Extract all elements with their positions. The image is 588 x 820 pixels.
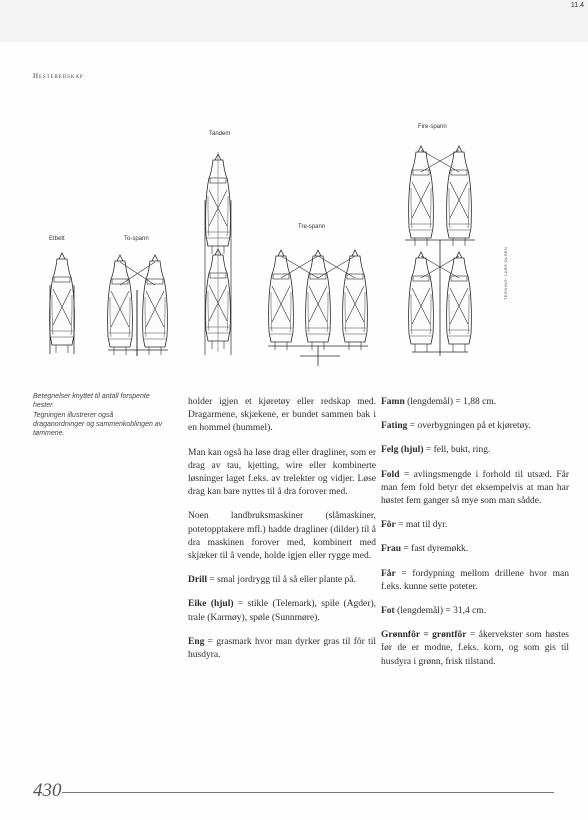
tre-spann-horses [268,250,368,366]
glossary-entry: Frau = fast dyremøkk. [381,544,469,555]
figure-caption-note [33,392,165,438]
caption-note-line: Betegnelser knyttet til antall forspente hester. [33,393,150,410]
page-number: 430 [33,780,62,801]
glossary-entry: Eng = grasmark hvor man dyrker gras til fôr til husdyra. [188,636,376,661]
corner-number: 11.4 [570,2,584,9]
harness-illustration [0,0,588,380]
illustration-credit: TEGNING: LARS OLSEN [503,246,508,300]
glossary-entry: Fold = avlingsmengde i forhold til utsæd. Får man fem fold betyr det eksempelvis at man har høstet fem ganger så mye som man sådde. [381,469,569,507]
fire-spann-horses [405,146,475,356]
glossary-entry: Noen landbruksmaskiner (slåmaskiner, potetopptakere mfl.) hadde dragliner (dilder) til å dra maskinen forover med, kombinert med skjæker til å vende, holde igjen eller rygge med. [188,511,376,562]
glossary-entry: Fôr = mat til dyr. [381,520,448,531]
glossary-entry: Eike (hjul) = stikle (Telemark), spile (Agder), trale (Karmøy), spøle (Sunnmøre). [188,599,376,623]
caption-tre-spann: Tre-spann [298,224,326,230]
tandem-horses [205,152,231,355]
glossary-entry: Drill = smal jordrygg til å så eller plante på. [188,575,356,586]
glossary-entry: Man kan også ha løse drag eller dragliner, som er drag av tau, kjetting, wire eller kombinerte løsninger laget f.eks. av trelekter og vidjer. Løse drag kan bare nyttes til å dra forover med. [188,447,376,498]
section-heading: Hesteredskap [33,72,84,80]
caption-to-spann: To-spann [124,236,149,242]
caption-etbett: Etbett [49,236,65,242]
glossary-entry: Famn (lengdemål) = 1,88 cm. [381,397,497,407]
text-column-1 [188,396,376,673]
text-column-2 [381,396,569,680]
footer-rule [62,792,554,793]
glossary-entry: Fating = overbygningen på et kjøretøy. [381,421,531,432]
glossary-entry: Fot (lengdemål) = 31,4 cm. [381,606,487,617]
glossary-entry: Får = fordypning mellom drillene hvor man f.eks. kunne sette poteter. [381,568,569,592]
glossary-entry: Felg (hjul) = fell, bukt, ring. [381,445,491,456]
caption-tandem: Tandem [209,131,231,137]
caption-fire-spann: Fire-spann [418,124,447,130]
to-spann-horses [108,255,168,356]
glossary-entry: Grønnfôr = grøntfôr = åkervekster som høstes før de er modne, f.eks. korn, og som gis til husdyra i grønn, frisk tilstand. [381,630,569,667]
caption-note-line: Tegningen illustrerer også draganordninger og sammenkoblingen av tømmene. [33,411,163,438]
glossary-entry: holder igjen et kjøretøy eller redskap med. Dragarmene, skjækene, er bundet sammen bak i en hommel (hummel). [188,397,376,434]
etbett-horse [50,253,75,354]
